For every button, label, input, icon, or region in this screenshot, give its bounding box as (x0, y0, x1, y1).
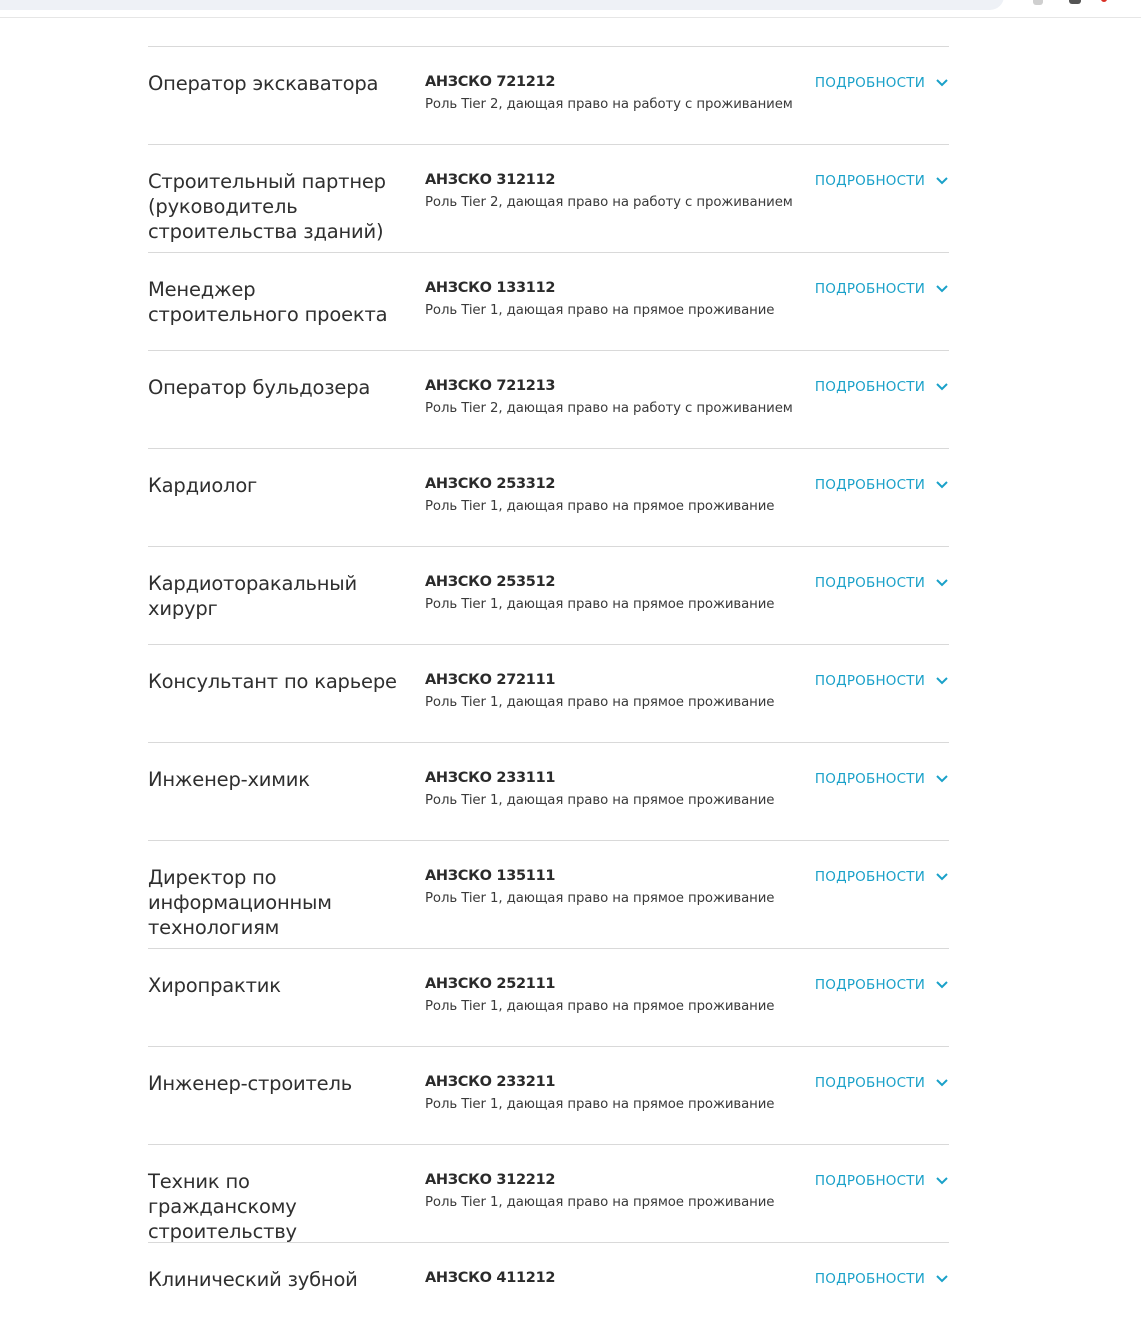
details-label: ПОДРОБНОСТИ (814, 977, 925, 993)
details-label: ПОДРОБНОСТИ (814, 869, 925, 885)
occupation-title: Инженер-химик (148, 768, 310, 791)
chevron-down-icon (935, 676, 949, 686)
details-label: ПОДРОБНОСТИ (814, 673, 925, 689)
details-label: ПОДРОБНОСТИ (814, 1173, 925, 1189)
list-item (148, 1144, 949, 1242)
list-item (148, 448, 949, 546)
occupation-title: Оператор экскаватора (148, 72, 379, 95)
occupation-title: Кардиоторакальный хирург (148, 572, 357, 620)
occupation-code: АНЗСКО 312112 (425, 172, 556, 188)
occupation-description: Роль Tier 1, дающая право на прямое проживание (425, 999, 775, 1014)
occupation-description: Роль Tier 2, дающая право на работу с проживанием (425, 97, 793, 112)
details-toggle[interactable] (815, 75, 949, 91)
details-toggle[interactable] (815, 977, 949, 993)
occupation-description: Роль Tier 1, дающая право на прямое проживание (425, 1097, 775, 1112)
occupation-description: Роль Tier 1, дающая право на прямое проживание (425, 1195, 775, 1210)
list-item (148, 1242, 949, 1340)
chevron-down-icon (935, 1274, 949, 1284)
list-item (148, 252, 949, 350)
occupation-title: Инженер-строитель (148, 1072, 353, 1095)
details-toggle[interactable] (815, 281, 949, 297)
chevron-down-icon (935, 1078, 949, 1088)
details-label: ПОДРОБНОСТИ (814, 1271, 925, 1287)
occupation-description: Роль Tier 1, дающая право на прямое проживание (425, 499, 775, 514)
occupation-list (148, 46, 949, 1340)
list-item (148, 644, 949, 742)
chevron-down-icon (935, 980, 949, 990)
chevron-down-icon (935, 176, 949, 186)
details-toggle[interactable] (815, 771, 949, 787)
list-item (148, 840, 949, 948)
occupation-code: АНЗСКО 133112 (425, 280, 556, 296)
occupation-code: АНЗСКО 233111 (425, 770, 556, 786)
occupation-code: АНЗСКО 411212 (425, 1270, 556, 1286)
occupation-code: АНЗСКО 233211 (425, 1074, 556, 1090)
occupation-title: Строительный партнер (руководитель строительства зданий) (148, 170, 386, 243)
list-item (148, 46, 949, 144)
list-item (148, 546, 949, 644)
extension-badge-icon[interactable] (1069, 0, 1081, 4)
details-toggle[interactable] (815, 869, 949, 885)
occupation-code: АНЗСКО 272111 (425, 672, 556, 688)
details-toggle[interactable] (815, 575, 949, 591)
details-label: ПОДРОБНОСТИ (814, 1075, 925, 1091)
occupation-title: Менеджер строительного проекта (148, 278, 388, 326)
occupation-code: АНЗСКО 253312 (425, 476, 556, 492)
details-toggle[interactable] (815, 1075, 949, 1091)
occupation-code: АНЗСКО 721213 (425, 378, 556, 394)
occupation-title: Хиропрактик (148, 974, 281, 997)
details-toggle[interactable] (815, 673, 949, 689)
chevron-down-icon (935, 578, 949, 588)
notification-icon[interactable] (1101, 0, 1107, 2)
chevron-down-icon (935, 872, 949, 882)
occupation-description: Роль Tier 1, дающая право на прямое проживание (425, 695, 775, 710)
occupation-title: Клинический зубной (148, 1268, 358, 1291)
details-toggle[interactable] (815, 477, 949, 493)
browser-toolbar (0, 0, 1141, 18)
details-label: ПОДРОБНОСТИ (814, 281, 925, 297)
details-label: ПОДРОБНОСТИ (814, 771, 925, 787)
occupation-description: Роль Tier 1, дающая право на прямое проживание (425, 891, 775, 906)
details-toggle[interactable] (815, 173, 949, 189)
occupation-code: АНЗСКО 721212 (425, 74, 556, 90)
chevron-down-icon (935, 284, 949, 294)
extension-icon[interactable] (1033, 0, 1043, 5)
details-toggle[interactable] (815, 379, 949, 395)
occupation-title: Консультант по карьере (148, 670, 397, 693)
details-label: ПОДРОБНОСТИ (814, 477, 925, 493)
occupation-title: Кардиолог (148, 474, 258, 497)
details-label: ПОДРОБНОСТИ (814, 173, 925, 189)
chevron-down-icon (935, 78, 949, 88)
address-bar[interactable] (0, 0, 1004, 10)
occupation-code: АНЗСКО 253512 (425, 574, 556, 590)
chevron-down-icon (935, 382, 949, 392)
occupation-description: Роль Tier 2, дающая право на работу с проживанием (425, 401, 793, 416)
details-label: ПОДРОБНОСТИ (814, 379, 925, 395)
occupation-title: Директор по информационным технологиям (148, 866, 332, 939)
occupation-title: Оператор бульдозера (148, 376, 371, 399)
chevron-down-icon (935, 774, 949, 784)
occupation-description: Роль Tier 1, дающая право на прямое проживание (425, 597, 775, 612)
list-item (148, 948, 949, 1046)
occupation-description: Роль Tier 1, дающая право на прямое проживание (425, 303, 775, 318)
list-item (148, 144, 949, 252)
details-toggle[interactable] (815, 1271, 949, 1287)
details-label: ПОДРОБНОСТИ (814, 75, 925, 91)
list-item (148, 1046, 949, 1144)
occupation-title: Техник по гражданскому строительству (148, 1170, 297, 1243)
details-toggle[interactable] (815, 1173, 949, 1189)
occupation-code: АНЗСКО 252111 (425, 976, 556, 992)
chevron-down-icon (935, 480, 949, 490)
list-item (148, 350, 949, 448)
occupation-code: АНЗСКО 135111 (425, 868, 556, 884)
details-label: ПОДРОБНОСТИ (814, 575, 925, 591)
list-item (148, 742, 949, 840)
chevron-down-icon (935, 1176, 949, 1186)
occupation-code: АНЗСКО 312212 (425, 1172, 556, 1188)
occupation-description: Роль Tier 2, дающая право на работу с проживанием (425, 195, 793, 210)
occupation-description: Роль Tier 1, дающая право на прямое проживание (425, 793, 775, 808)
